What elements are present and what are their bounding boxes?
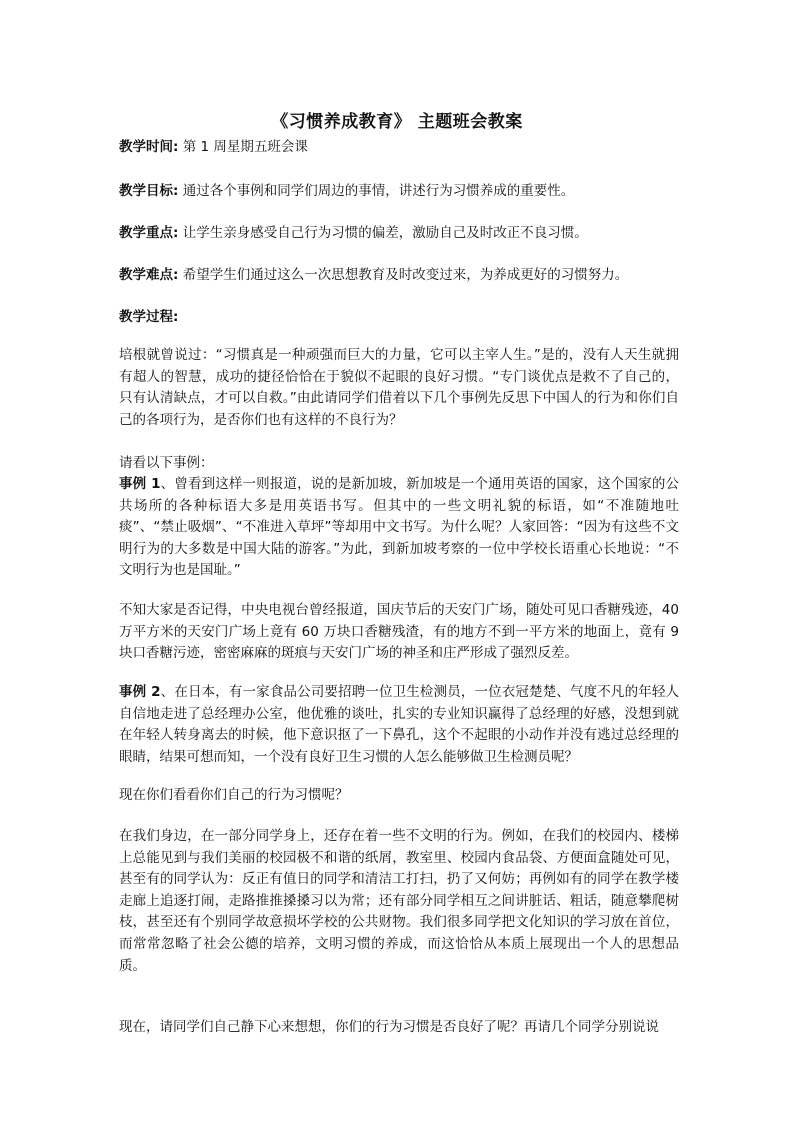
paragraph-bacon-quote: 培根就曾说过：“习惯真是一种顽强而巨大的力量，它可以主宰人生。”是的，没有人天生就拥有超人的智慧，成功的捷径恰恰在于貌似不起眼的良好习惯。“专门谈优点是救不了自己的，只有认清缺点，才可以自救。”由此请同学们借着以下几个事例先反思下中国人的行为和你们自己的各项行为，是否你们也有这样的不良行为？ bbox=[119, 347, 679, 428]
teaching-process-line bbox=[119, 306, 679, 328]
paragraph-case-1 bbox=[119, 474, 679, 582]
teaching-goal-value: 通过各个事例和同学们周边的事情，讲述行为习惯养成的重要性。 bbox=[182, 183, 575, 199]
teaching-difficulty-value: 希望学生们通过这么一次思想教育及时改变过来，为养成更好的习惯努力。 bbox=[182, 267, 629, 283]
teaching-process-label: 教学过程: bbox=[119, 309, 179, 325]
teaching-difficulty-label: 教学难点: bbox=[119, 267, 179, 283]
teaching-time-value: 第 1 周星期五班会课 bbox=[182, 139, 308, 155]
teaching-goal-line bbox=[119, 180, 679, 202]
paragraph-reflect-now: 现在，请同学们自己静下心来想想，你们的行为习惯是否良好了呢？再请几个同学分别说说 bbox=[119, 1019, 659, 1035]
paragraph-chewing-gum: 不知大家是否记得，中央电视台曾经报道，国庆节后的天安门广场，随处可见口香糖残迹，40 万平方米的天安门广场上竟有 60 万块口香糖残渣，有的地方不到一平方米的地面上，竟有 9 块口香糖污迹，密密麻麻的斑痕与天安门广场的神圣和庄严形成了强烈反差。 bbox=[119, 602, 679, 662]
teaching-key-label: 教学重点: bbox=[119, 225, 179, 241]
case-1-label: 事例 1 bbox=[119, 476, 161, 492]
paragraph-case-2 bbox=[119, 682, 679, 768]
case-2-text: 、在日本，有一家食品公司要招聘一位卫生检测员，一位衣冠楚楚、气度不凡的年轻人自信地走进了总经理办公室，他优雅的谈吐，扎实的专业知识赢得了总经理的好感，没想到就在年轻人转身离去的时候，他下意识抠了一下鼻孔，这个不起眼的小动作并没有逃过总经理的眼睛，结果可想而知，一个没有良好卫生习惯的人怎么能够做卫生检测员呢？ bbox=[119, 684, 680, 765]
teaching-time-line bbox=[119, 136, 679, 158]
teaching-time-label: 教学时间: bbox=[119, 139, 179, 155]
case-1-text: 、曾看到这样一则报道，说的是新加坡，新加坡是一个通用英语的国家，这个国家的公共场所的各种标语大多是用英语书写。但其中的一些文明礼貌的标语，如“不准随地吐痰”、“禁止吸烟”、“不准进入草坪”等却用中文书写。为什么呢？人家回答：“因为有这些不文明行为的大多数是中国大陆的游客。”为此，到新加坡考察的一位中学校长语重心长地说：“不文明行为也是国耻。” bbox=[119, 476, 680, 579]
paragraph-examples-intro: 请看以下事例： bbox=[119, 455, 214, 471]
paragraph-campus-behaviors: 在我们身边，在一部分同学身上，还存在着一些不文明的行为。例如，在我们的校园内、楼梯上总能见到与我们美丽的校园极不和谐的纸屑，教室里、校园内食品袋、方便面盒随处可见，甚至有的同学认为：反正有值日的同学和清洁工打扫，扔了又何妨；再例如有的同学在教学楼走廊上追逐打闹，走路推推搡搡习以为常；还有部分同学相互之间讲脏话、粗话，随意攀爬树枝，甚至还有个别同学故意损坏学校的公共财物。我们很多同学把文化知识的学习放在首位，而常常忽略了社会公德的培养，文明习惯的养成，而这恰恰从本质上展现出一个人的思想品质。 bbox=[119, 828, 679, 974]
teaching-difficulty-line bbox=[119, 264, 679, 286]
teaching-key-value: 让学生亲身感受自己行为习惯的偏差，激励自己及时改正不良习惯。 bbox=[182, 225, 588, 241]
teaching-goal-label: 教学目标: bbox=[119, 183, 179, 199]
paragraph-reflect-question: 现在你们看看你们自己的行为习惯呢？ bbox=[119, 787, 349, 803]
case-2-label: 事例 2 bbox=[119, 684, 161, 700]
teaching-key-line bbox=[119, 222, 679, 244]
document-title: 《习惯养成教育》 主题班会教案 bbox=[271, 112, 523, 132]
